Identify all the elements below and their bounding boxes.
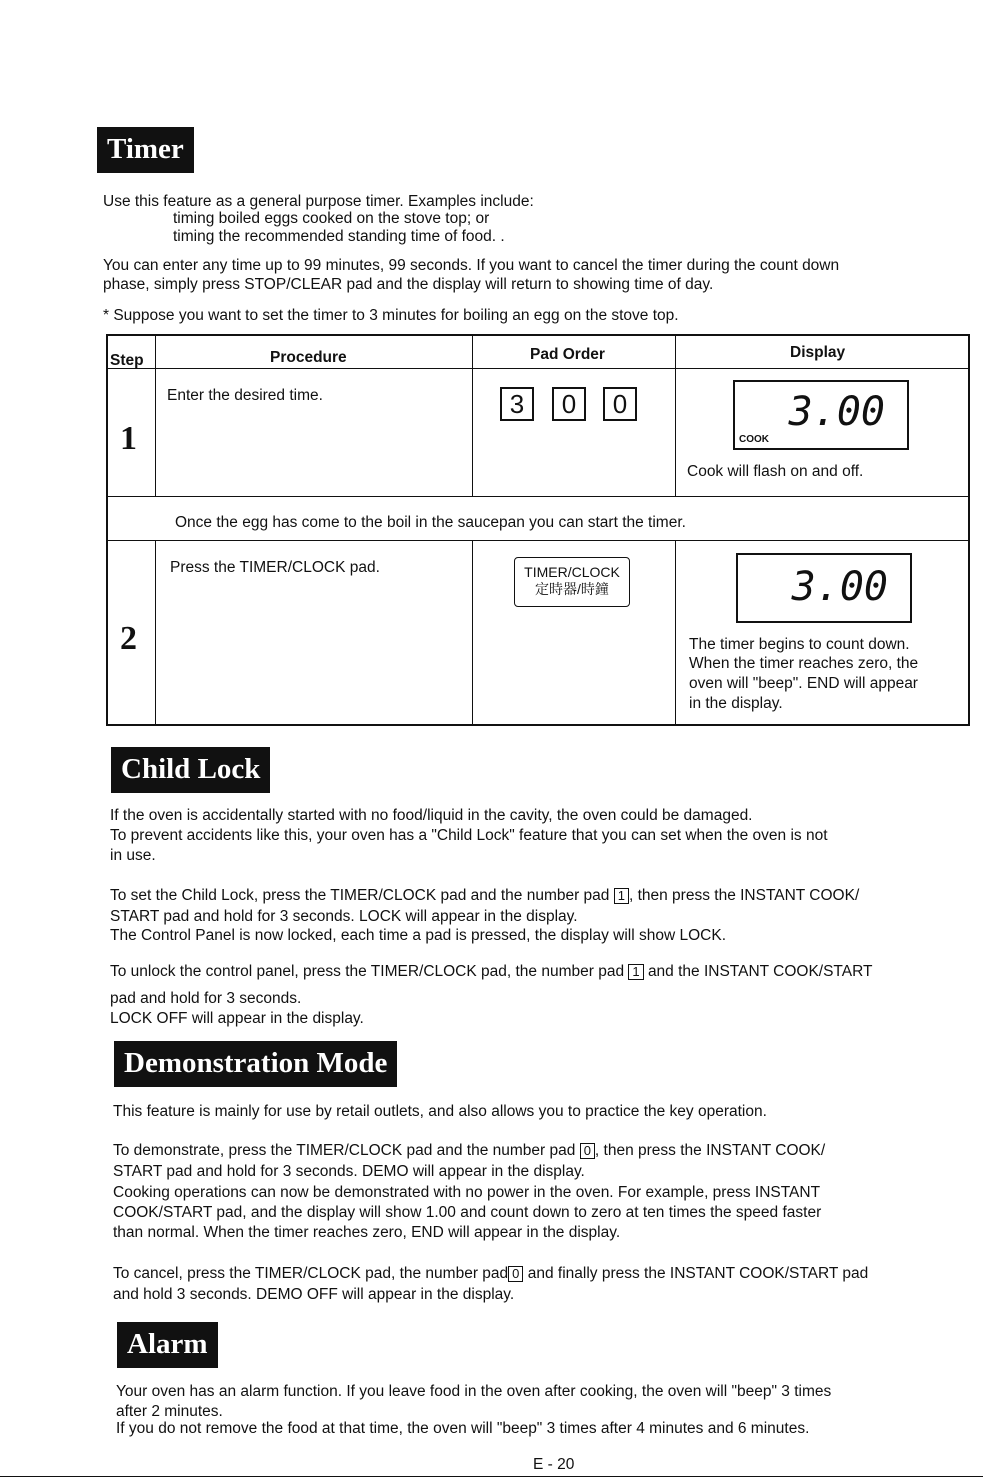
demo-line: This feature is mainly for use by retail outlets, and also allows you to practice the key operation.: [113, 1103, 767, 1120]
page-number: E - 20: [533, 1456, 575, 1473]
demo-line: Cooking operations can now be demonstrated with no power in the oven. For example, press INSTANT: [113, 1184, 821, 1201]
bottom-rule: [0, 1476, 983, 1477]
number-key-icon: 1: [628, 964, 643, 980]
display-note: Cook will flash on and off.: [687, 463, 864, 480]
number-key-icon: 1: [614, 888, 629, 904]
child-lock-line: To set the Child Lock, press the TIMER/CLOCK pad and the number pad 1 , then press the INSTANT COOK/: [110, 887, 860, 904]
pad-key: 0: [552, 387, 586, 421]
alarm-line: If you do not remove the food at that time, the oven will "beep" 3 times after 4 minutes and 6 minutes.: [116, 1420, 810, 1437]
number-key-icon: 0: [508, 1266, 523, 1282]
timer-heading: Timer: [97, 127, 194, 173]
pad-key: 3: [500, 387, 534, 421]
pad-label-chinese: 定時器/時鐘: [535, 581, 609, 597]
pad-key: 0: [603, 387, 637, 421]
col-header-display: Display: [790, 344, 846, 361]
demo-mode-heading: Demonstration Mode: [114, 1041, 397, 1087]
display-digits: 3.00: [791, 564, 888, 610]
step-procedure: Enter the desired time.: [167, 387, 323, 404]
child-lock-line: pad and hold for 3 seconds.: [110, 990, 302, 1007]
child-lock-line: in use.: [110, 847, 156, 864]
child-lock-line: LOCK OFF will appear in the display.: [110, 1010, 364, 1027]
demo-line: To demonstrate, press the TIMER/CLOCK pad and the number pad 0 , then press the INSTANT COOK/: [113, 1142, 826, 1159]
step-number: 2: [120, 620, 137, 657]
cook-indicator: COOK: [739, 434, 769, 445]
alarm-line: Your oven has an alarm function. If you leave food in the oven after cooking, the oven will "beep" 3 times: [116, 1383, 832, 1400]
timer-intro-line: phase, simply press STOP/CLEAR pad and the display will return to showing time of day.: [103, 276, 714, 293]
timer-intro-line: timing boiled eggs cooked on the stove top; or: [173, 210, 490, 227]
between-steps-note: Once the egg has come to the boil in the saucepan you can start the timer.: [175, 514, 686, 531]
demo-line: and hold 3 seconds. DEMO OFF will appear in the display.: [113, 1286, 515, 1303]
child-lock-line: The Control Panel is now locked, each time a pad is pressed, the display will show LOCK.: [110, 927, 726, 944]
col-header-step: Step: [110, 352, 144, 369]
pad-label: TIMER/CLOCK: [524, 564, 620, 580]
display-note: in the display.: [689, 695, 783, 712]
demo-line: START pad and hold for 3 seconds. DEMO will appear in the display.: [113, 1163, 585, 1180]
lcd-display: [736, 553, 912, 623]
timer-intro-line: * Suppose you want to set the timer to 3 minutes for boiling an egg on the stove top.: [103, 307, 679, 324]
number-key-icon: 0: [580, 1143, 595, 1159]
child-lock-heading: Child Lock: [111, 747, 270, 793]
step-procedure: Press the TIMER/CLOCK pad.: [170, 559, 380, 576]
display-note: The timer begins to count down.: [689, 636, 910, 653]
timer-intro-line: You can enter any time up to 99 minutes, 99 seconds. If you want to cancel the timer during the count down: [103, 257, 840, 274]
demo-line: To cancel, press the TIMER/CLOCK pad, the number pad 0 and finally press the INSTANT COOK/START pad: [113, 1265, 869, 1282]
col-header-pad-order: Pad Order: [530, 346, 605, 363]
display-note: When the timer reaches zero, the: [689, 655, 919, 672]
col-header-procedure: Procedure: [270, 349, 347, 366]
timer-intro-line: Use this feature as a general purpose timer. Examples include:: [103, 193, 534, 210]
display-note: oven will "beep". END will appear: [689, 675, 918, 692]
timer-clock-pad: [514, 557, 630, 607]
child-lock-line: To unlock the control panel, press the TIMER/CLOCK pad, the number pad 1 and the INSTANT COOK/START: [110, 963, 873, 980]
demo-line: COOK/START pad, and the display will show 1.00 and count down to zero at ten times the speed faster: [113, 1204, 822, 1221]
child-lock-line: START pad and hold for 3 seconds. LOCK will appear in the display.: [110, 908, 578, 925]
lcd-display: [733, 380, 909, 450]
alarm-heading: Alarm: [117, 1322, 218, 1368]
display-digits: 3.00: [788, 389, 885, 435]
step-number: 1: [120, 420, 137, 457]
child-lock-line: To prevent accidents like this, your oven has a "Child Lock" feature that you can set when the oven is not: [110, 827, 828, 844]
demo-line: than normal. When the timer reaches zero, END will appear in the display.: [113, 1224, 621, 1241]
timer-intro-line: timing the recommended standing time of food. .: [173, 228, 505, 245]
child-lock-line: If the oven is accidentally started with no food/liquid in the cavity, the oven could be damaged.: [110, 807, 753, 824]
alarm-line: after 2 minutes.: [116, 1403, 223, 1420]
